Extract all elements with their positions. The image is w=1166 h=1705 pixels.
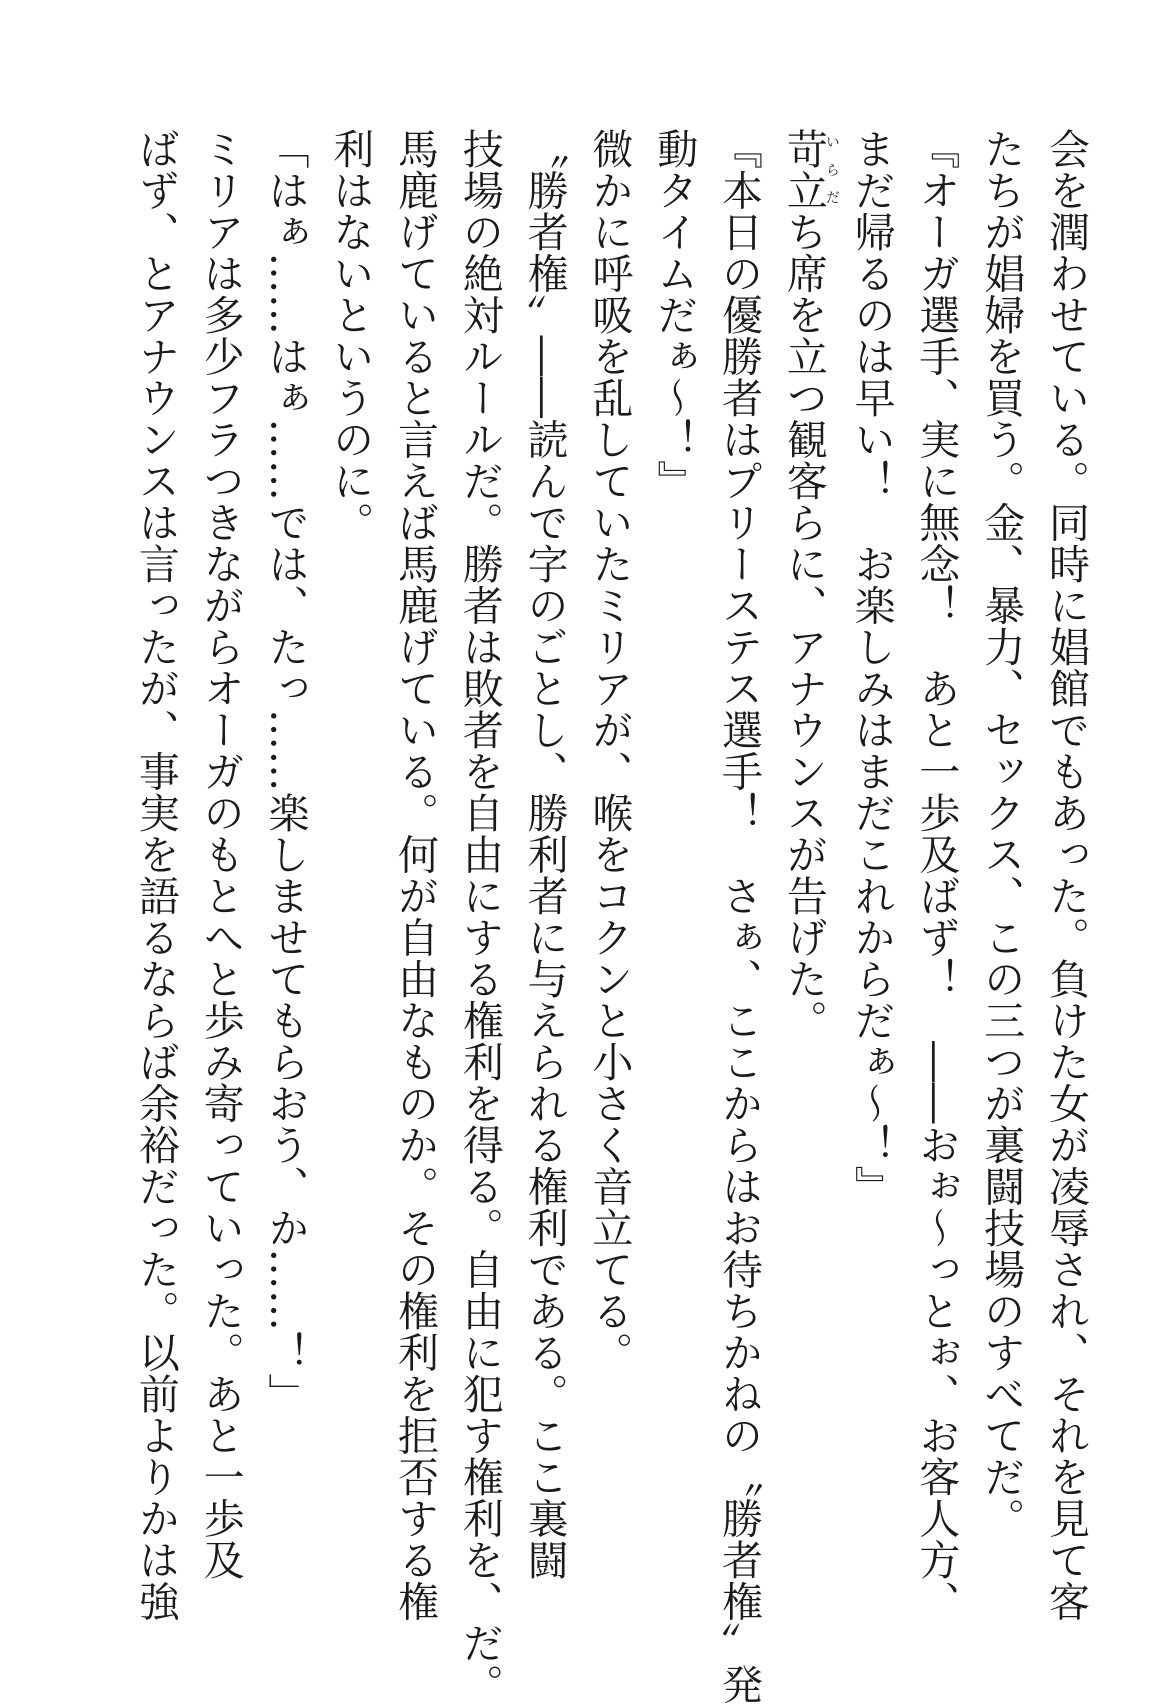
ruby-base: 苛立 [779,128,828,211]
text-line-15: ばず、とアナウンスは言ったが、事実を語るならば余裕だった。以前よりかは強 [131,128,180,1622]
text-line-13: 「はぁ……はぁ……では、たっ……楽しませてもらおう、か……！」 [261,128,310,1415]
text-line-8: 微かに呼吸を乱していたミリアが、喉をコクンと小さく音立てる。 [585,128,634,1373]
text-line-1: 会を潤わせている。同時に娼館でもあった。負けた女が凌辱され、それを見て客 [1042,128,1090,1622]
text-line-9: 〝勝者権〟――読んで字のごとし、勝利者に与えられる権利である。ここ裏闘 [520,128,569,1581]
vertical-text-body [68,128,1098,1705]
text-line-11: 馬鹿げていると言えば馬鹿げている。何が自由なものか。その権利を拒否する権 [391,128,440,1622]
ruby-irada [779,128,840,211]
text-line-6: 『本日の優勝者はプリーステス選手！ さぁ、ここからはお待ちかねの〝勝者権〟発 [715,128,764,1705]
text-line-10: 技場の絶対ルールだ。勝者は敗者を自由にする権利を得る。自由に犯す権利を、だ。 [455,128,504,1705]
text-line-2: たちが娼婦を買う。金、暴力、セックス、この三つが裏闘技場のすべてだ。 [977,128,1026,1539]
text-line-5-rest: ち席を立つ観客らに、アナウンスが告げた。 [779,211,828,1041]
text-line-4: まだ帰るのは早い！ お楽しみはまだこれからだぁ〜！』 [847,128,896,1207]
text-line-3: 『オーガ選手、実に無念！ あと一歩及ばず！ ――おぉ〜っとぉ、お客人方、 [912,128,961,1622]
text-line-7: 動タイムだぁ〜！』 [650,128,699,502]
text-line-14: ミリアは多少フラつきながらオーガのもとへと歩み寄っていった。あと一歩及 [196,128,245,1581]
ruby-reading: いらだ [823,128,840,211]
text-line-12: 利はないというのに。 [326,128,375,543]
text-line-5 [771,128,839,1528]
